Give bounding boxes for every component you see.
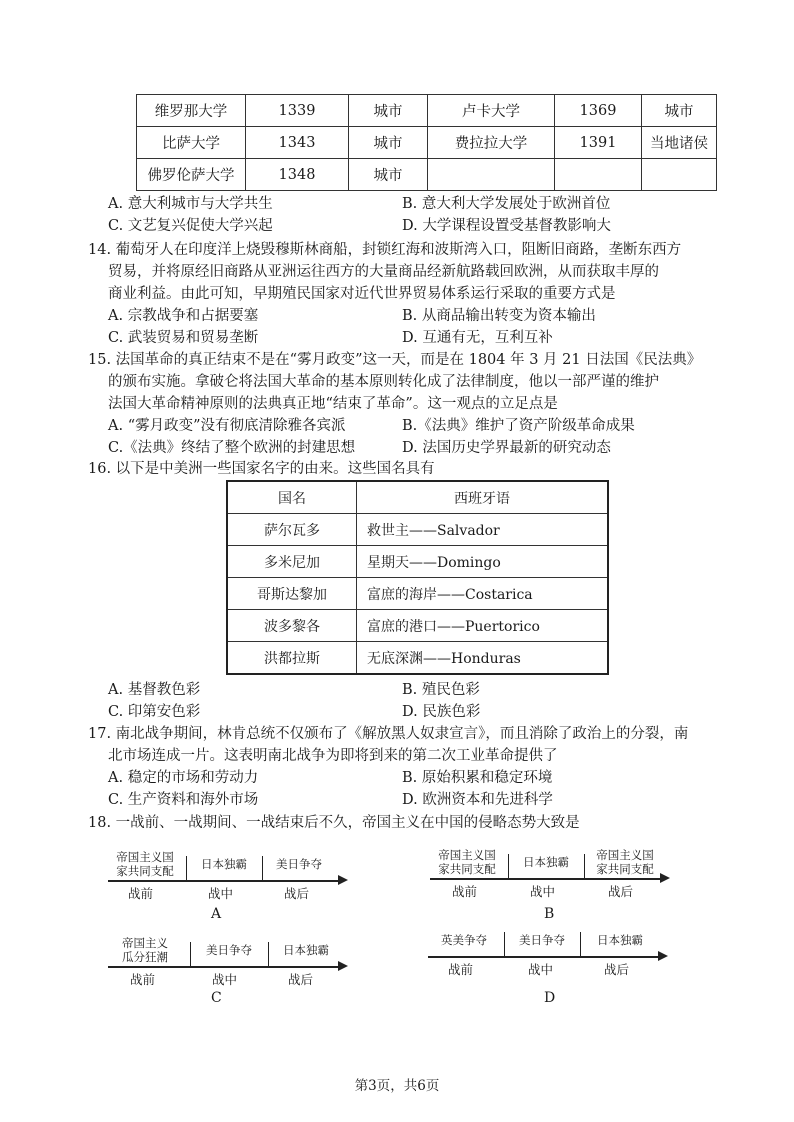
timeline-segment: 日本独霸 [523,855,569,869]
timeline-divider [190,942,191,966]
timeline-divider [584,854,585,878]
q15-option-c: C.《法典》终结了整个欧洲的封建思想 [108,440,356,456]
q13-option-b: B. 意大利大学发展处于欧洲首位 [402,196,611,212]
table-cell: 星期天——Domingo [357,546,609,578]
timeline-segment: 帝国主义国 家共同支配 [438,848,496,876]
timeline-segment: 日本独霸 [201,857,247,871]
timeline-segment: 美日争夺 [519,933,565,947]
table-cell: 城市 [642,95,717,127]
q14-option-d: D. 互通有无，互利互补 [402,330,553,346]
q17-stem-line2: 北市场连成一片。这表明南北战争为即将到来的第二次工业革命提供了 [108,748,558,764]
table-row [137,95,717,127]
timeline-segment: 日本独霸 [597,933,643,947]
q15-stem-line3: 法国大革命精神原则的法典真正地“结束了革命”。这一观点的立足点是 [108,396,558,412]
table-cell: 比萨大学 [137,127,246,159]
stage-label: 战前 [452,884,478,899]
stage-label: 战中 [530,884,556,899]
timeline-segment: 英美争夺 [441,933,487,947]
q18-stem: 18. 一战前、一战期间、一战结束后不久，帝国主义在中国的侵略态势大致是 [88,815,580,831]
q17-option-a: A. 稳定的市场和劳动力 [108,770,259,786]
arrow-right-icon [338,961,348,971]
timeline-segment: 帝国主义国 家共同支配 [116,850,174,878]
q16-option-b: B. 殖民色彩 [402,682,480,698]
q15-stem-line2: 的颁布实施。拿破仑将法国大革命的基本原则转化成了法律制度，他以一部严谨的维护 [108,374,659,390]
q14-stem-line1: 14. 葡萄牙人在印度洋上烧毁穆斯林商船，封锁红海和波斯湾入口，阻断旧商路，垄断东西方 [88,242,682,258]
page-number: 第3页，共6页 [354,1078,440,1094]
timeline-c [108,934,348,994]
table-cell: 多米尼加 [227,546,357,578]
table-header-cell: 国名 [227,481,357,514]
timeline-segment: 帝国主义 瓜分狂潮 [122,936,168,964]
table-cell: 城市 [349,127,428,159]
q17-option-d: D. 欧洲资本和先进科学 [402,792,553,808]
table-cell [642,159,717,191]
table-row [227,642,608,675]
table-cell: 救世主——Salvador [357,514,609,546]
table-row [137,159,717,191]
timeline-divider [504,932,505,956]
timeline-segment: 美日争夺 [206,943,252,957]
stage-label: 战中 [208,886,234,901]
q13-option-d: D. 大学课程设置受基督教影响大 [402,218,611,234]
timeline-segment: 帝国主义国 家共同支配 [596,848,654,876]
table-row [137,127,717,159]
timeline-divider [186,856,187,880]
q14-stem-line2: 贸易，并将原经旧商路从亚洲运往西方的大量商品经新航路载回欧洲，从而获取丰厚的 [108,264,659,280]
table-cell: 佛罗伦萨大学 [137,159,246,191]
q15-stem-line1: 15. 法国革命的真正结束不是在“雾月政变”这一天，而是在 1804 年 3 月 21 日法国《民法典》 [88,352,702,368]
table-row [227,578,608,610]
timeline-divider [268,942,269,966]
timeline-divider [580,932,581,956]
universities-table [136,94,717,191]
q17-option-b: B. 原始积累和稳定环境 [402,770,553,786]
timeline-divider [262,856,263,880]
table-cell: 无底深渊——Honduras [357,642,609,675]
timeline-axis [108,966,340,968]
stage-label: 战前 [130,972,156,987]
timeline-segment: 日本独霸 [283,943,329,957]
timeline-a [108,848,348,908]
table-cell: 富庶的港口——Puertorico [357,610,609,642]
table-row [227,514,608,546]
arrow-right-icon [660,873,670,883]
q14-option-c: C. 武装贸易和贸易垄断 [108,330,259,346]
stage-label: 战前 [128,886,154,901]
table-header-row [227,481,608,514]
table-row [227,610,608,642]
table-cell: 1391 [555,127,642,159]
stage-label: 战后 [608,884,634,899]
table-cell: 波多黎各 [227,610,357,642]
arrow-right-icon [338,875,348,885]
timeline-segment: 美日争夺 [276,857,322,871]
table-cell: 1339 [246,95,349,127]
q13-option-a: A. 意大利城市与大学共生 [108,196,273,212]
diagram-label: B [544,906,555,922]
diagram-label: A [211,906,222,922]
q16-option-d: D. 民族色彩 [402,704,481,720]
timeline-axis [108,880,340,882]
timeline-divider [508,854,509,878]
diagram-label: D [544,990,556,1006]
timeline-b [430,846,670,906]
table-cell: 1348 [246,159,349,191]
table-cell: 哥斯达黎加 [227,578,357,610]
table-row [227,546,608,578]
q15-option-b: B.《法典》维护了资产阶级革命成果 [402,418,635,434]
timeline-axis [428,956,660,958]
table-cell: 1343 [246,127,349,159]
q15-option-a: A. “雾月政变”没有彻底清除雅各宾派 [108,418,346,434]
table-cell [428,159,555,191]
q16-option-c: C. 印第安色彩 [108,704,201,720]
q14-option-b: B. 从商品输出转变为资本输出 [402,308,596,324]
timeline-d [428,924,668,984]
table-cell: 富庶的海岸——Costarica [357,578,609,610]
arrow-right-icon [658,951,668,961]
table-header-cell: 西班牙语 [357,481,609,514]
table-cell: 城市 [349,159,428,191]
table-cell: 卢卡大学 [428,95,555,127]
q15-option-d: D. 法国历史学界最新的研究动态 [402,440,611,456]
q17-stem-line1: 17. 南北战争期间，林肯总统不仅颁布了《解放黑人奴隶宣言》，而且消除了政治上的分裂，南 [88,726,689,742]
table-cell: 费拉拉大学 [428,127,555,159]
country-names-table [226,480,609,675]
q14-option-a: A. 宗教战争和占据要塞 [108,308,259,324]
stage-label: 战中 [212,972,238,987]
table-cell: 萨尔瓦多 [227,514,357,546]
stage-label: 战后 [284,886,310,901]
q13-option-c: C. 文艺复兴促使大学兴起 [108,218,273,234]
table-cell: 洪都拉斯 [227,642,357,675]
diagram-label: C [211,990,222,1006]
stage-label: 战后 [288,972,314,987]
q16-stem: 16. 以下是中美洲一些国家名字的由来。这些国名具有 [88,461,435,477]
table-cell: 当地诸侯 [642,127,717,159]
stage-label: 战后 [604,962,630,977]
timeline-axis [430,878,662,880]
q14-stem-line3: 商业利益。由此可知，早期殖民国家对近代世界贸易体系运行采取的重要方式是 [108,286,616,302]
table-cell: 维罗那大学 [137,95,246,127]
table-cell [555,159,642,191]
q16-option-a: A. 基督教色彩 [108,682,201,698]
table-cell: 1369 [555,95,642,127]
q17-option-c: C. 生产资料和海外市场 [108,792,259,808]
table-cell: 城市 [349,95,428,127]
stage-label: 战中 [528,962,554,977]
stage-label: 战前 [448,962,474,977]
